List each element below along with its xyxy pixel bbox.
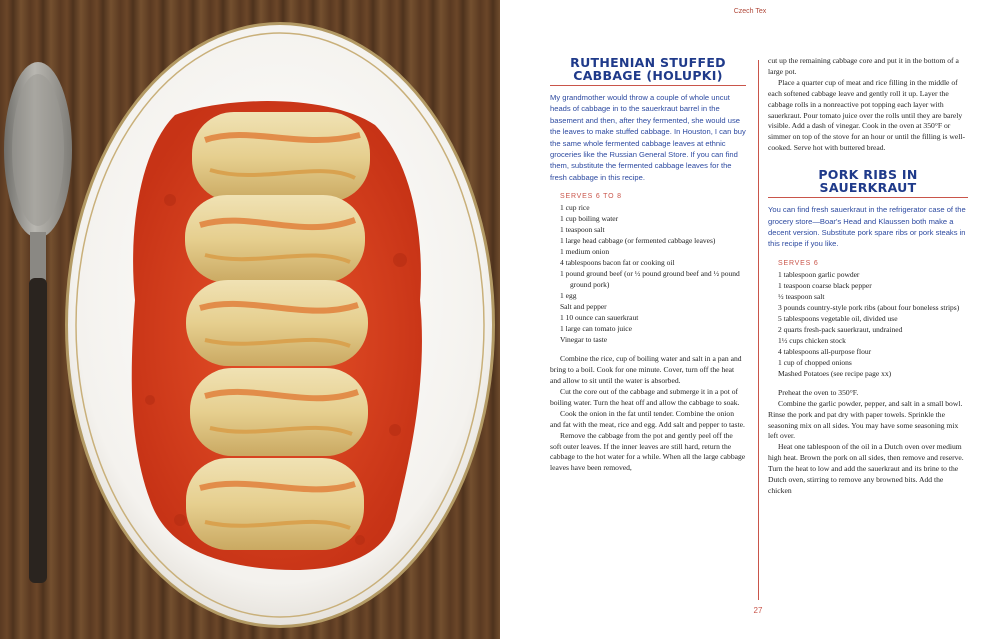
ingredient-item: 1 tablespoon garlic powder (778, 269, 860, 279)
recipe2-intro: You can find fresh sauerkraut in the refrigerator case of the grocery store—Boar's Head and Klaussen both make a decent version. Substitute pork spare ribs or pork steaks in this recipe if you like. (768, 205, 966, 249)
continuation-paragraph: cut up the remaining cabbage core and put it in the bottom of a large pot. (768, 56, 959, 76)
chapter-header: Czech Tex (733, 8, 767, 15)
direction-paragraph: Remove the cabbage from the pot and gently peel off the soft outer leaves. If the inner leaves are still hard, return the cabbage to the hot water for a while. When all the large cabbage leaves have been removed, (550, 430, 746, 473)
recipe2-ingredients (768, 269, 968, 379)
direction-paragraph: Combine the rice, cup of boiling water and salt in a pan and bring to a boil. Cook for one minute. Cover, turn off the heat and allow to sit until the water is absorbed. (550, 354, 742, 386)
ingredient-item: 1 large can tomato juice (560, 324, 632, 334)
recipe1-title: RUTHENIAN STUFFED CABBAGE (HOLUPKI) (570, 55, 726, 83)
title-rule (550, 85, 746, 86)
ingredient-item: 1 teaspoon coarse black pepper (778, 280, 872, 290)
ingredient-item: 1 teaspoon salt (560, 225, 605, 235)
ingredient-item: ½ teaspoon salt (778, 291, 825, 301)
direction-paragraph: Cook the onion in the fat until tender. Combine the onion and fat with the meat, rice and egg. Add salt and pepper to taste. (550, 408, 745, 429)
ingredient-item: 4 tablespoons all-purpose flour (778, 346, 872, 356)
ingredient-item: 1 pound ground beef (or ½ pound ground beef and ½ pound ground pork) (560, 269, 740, 290)
cabbage-roll (186, 280, 368, 366)
direction-paragraph: Combine the garlic powder, pepper, and salt in a small bowl. Rinse the pork and pat dry with paper towels. Sprinkle the seasoning mix on all sides. You may have some seasoning mix left over. (768, 398, 963, 441)
cabbage-roll (186, 458, 364, 550)
cabbage-roll (190, 368, 368, 456)
ingredient-item: 1 cup rice (560, 203, 590, 213)
ingredient-item: 1 large head cabbage (or fermented cabbage leaves) (560, 236, 716, 246)
recipe1-serves: SERVES 6 TO 8 (560, 193, 622, 201)
recipe1-ingredients (550, 202, 746, 345)
recipe1-intro: My grandmother would throw a couple of whole uncut heads of cabbage in to the sauerkraut barrel in the basement and then, after they fermented, she would use the leaves to make stuffed cabbage. In Houston, I can buy the same whole fermented cabbage leaves at ethnic groceries like the Russian General Store. If you can find them, substitute the fermented cabbage leaves for the fresh cabbage in this recipe. (550, 93, 746, 182)
recipe-page (500, 0, 1000, 639)
cabbage-roll (192, 112, 370, 202)
ingredient-item: 5 tablespoons vegetable oil, divided use (778, 313, 898, 323)
direction-paragraph: Cut the core out of the cabbage and submerge it in a pot of boiling water. Turn the heat off and allow the cabbage to soak. (550, 386, 740, 407)
left-column (550, 56, 746, 474)
ingredient-item: 1 cup boiling water (560, 214, 619, 224)
ingredient-item: Salt and pepper (560, 302, 607, 312)
ingredient-item: 4 tablespoons bacon fat or cooking oil (560, 258, 675, 268)
title-rule (768, 197, 968, 198)
recipe2-title: PORK RIBS IN SAUERKRAUT (818, 167, 918, 196)
ingredient-item: 3 pounds country-style pork ribs (about four boneless strips) (778, 302, 960, 312)
ingredient-item: 1½ cups chicken stock (778, 335, 846, 345)
ingredient-item: 2 quarts fresh-pack sauerkraut, undrained (778, 324, 903, 334)
cabbage-roll (185, 195, 365, 283)
ingredient-item: 1 egg (560, 291, 577, 301)
column-divider (758, 60, 759, 600)
ingredient-item: 1 10 ounce can sauerkraut (560, 313, 639, 323)
direction-paragraph: Preheat the oven to 350°F. (778, 387, 859, 397)
page-number: 27 (753, 606, 763, 615)
spoon (4, 62, 72, 583)
recipe2-serves: SERVES 6 (778, 259, 819, 267)
continuation-paragraph: Place a quarter cup of meat and rice filling in the middle of each softened cabbage leave and gently roll it up. Layer the cabbage rolls in a nonreactive pot topping each layer with sauerkraut. Pour tomato juice over the rolls until they are barely visible. Add a dash of vinegar. Cook in the oven at 350°F or simmer on top of the stove for an hour or until the filling is well-cooked. Serve hot with buttered bread. (768, 77, 965, 153)
ingredient-item: 1 cup of chopped onions (778, 357, 852, 367)
cabbage-rolls (185, 112, 370, 550)
ingredient-item: Vinegar to taste (560, 335, 608, 345)
direction-paragraph: Heat one tablespoon of the oil in a Dutch oven over medium high heat. Brown the pork on all sides, then remove and reserve. Turn the heat to low and add the sauerkraut and its brine to the Dutch oven, stirring to remove any browned bits. Add the chicken (768, 442, 964, 495)
ingredient-item: Mashed Potatoes (see recipe page xx) (778, 368, 892, 378)
right-column (768, 56, 968, 497)
ingredient-item: 1 medium onion (560, 247, 610, 257)
